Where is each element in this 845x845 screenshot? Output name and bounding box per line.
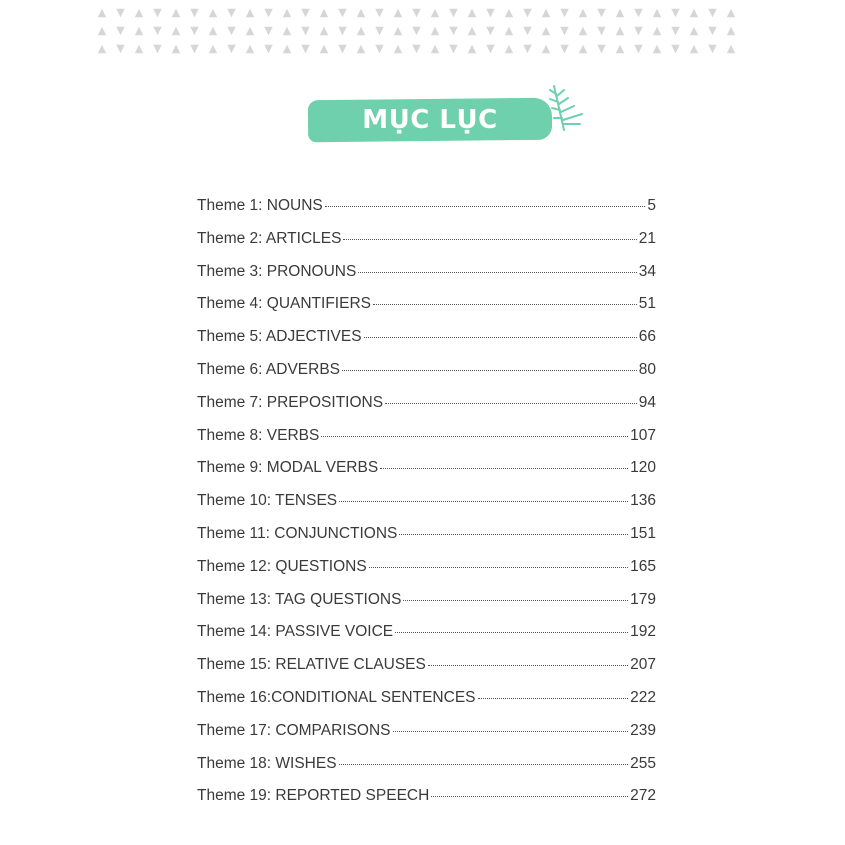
toc-entry[interactable] <box>197 459 656 492</box>
toc-entry-page: 34 <box>638 262 656 280</box>
toc-entry-page: 136 <box>630 492 656 510</box>
triangle-shape <box>671 45 679 53</box>
dot-leader <box>339 501 628 502</box>
table-of-contents <box>197 197 656 820</box>
toc-entry-title: Theme 7: PREPOSITIONS <box>197 393 384 411</box>
toc-entry-page: 165 <box>630 557 656 575</box>
triangle-shape <box>449 27 457 35</box>
triangle-shape <box>727 45 735 53</box>
triangle-shape <box>357 27 365 35</box>
toc-entry-page: 179 <box>630 590 656 608</box>
triangle-shape <box>431 9 439 17</box>
triangle-shape <box>394 9 402 17</box>
triangle-shape <box>579 45 587 53</box>
toc-entry-page: 192 <box>630 623 656 641</box>
triangle-shape <box>209 45 217 53</box>
triangle-shape <box>560 27 568 35</box>
triangle-shape <box>116 9 124 17</box>
toc-entry[interactable] <box>197 525 656 558</box>
dot-leader <box>321 436 628 437</box>
triangle-shape <box>135 45 143 53</box>
triangle-shape <box>523 45 531 53</box>
triangle-shape <box>190 45 198 53</box>
triangle-shape <box>634 27 642 35</box>
triangle-shape <box>301 45 309 53</box>
triangle-shape <box>246 45 254 53</box>
triangle-shape <box>671 9 679 17</box>
triangle-shape <box>597 27 605 35</box>
toc-entry[interactable] <box>197 787 656 820</box>
dot-leader <box>325 206 646 207</box>
toc-entry-page: 272 <box>630 787 656 805</box>
toc-entry-page: 80 <box>638 360 656 378</box>
toc-entry[interactable] <box>197 689 656 722</box>
toc-entry-title: Theme 15: RELATIVE CLAUSES <box>197 656 426 674</box>
triangle-shape <box>375 9 383 17</box>
triangle-shape <box>542 27 550 35</box>
triangle-shape <box>468 9 476 17</box>
triangle-shape <box>671 27 679 35</box>
toc-entry-page: 239 <box>630 721 656 739</box>
dot-leader <box>393 731 629 732</box>
triangle-shape <box>727 27 735 35</box>
triangle-shape <box>412 45 420 53</box>
toc-entry-page: 151 <box>630 524 656 542</box>
toc-entry[interactable] <box>197 263 656 296</box>
triangle-shape <box>690 27 698 35</box>
title-banner <box>306 84 586 146</box>
triangle-shape <box>579 9 587 17</box>
triangle-shape <box>320 27 328 35</box>
triangle-shape <box>394 45 402 53</box>
triangle-shape <box>486 45 494 53</box>
triangle-shape <box>431 45 439 53</box>
triangle-shape <box>264 45 272 53</box>
toc-entry-page: 207 <box>630 656 656 674</box>
dot-leader <box>385 403 637 404</box>
toc-entry[interactable] <box>197 394 656 427</box>
triangle-shape <box>505 45 513 53</box>
triangle-shape <box>708 27 716 35</box>
triangle-shape <box>153 27 161 35</box>
triangle-shape <box>653 45 661 53</box>
toc-entry[interactable] <box>197 656 656 689</box>
triangle-shape <box>542 45 550 53</box>
toc-entry-page: 255 <box>630 754 656 772</box>
toc-entry-title: Theme 8: VERBS <box>197 426 320 444</box>
triangle-shape <box>283 27 291 35</box>
triangle-shape <box>708 45 716 53</box>
toc-entry-page: 5 <box>647 197 656 214</box>
triangle-shape <box>116 27 124 35</box>
triangle-shape <box>653 27 661 35</box>
triangle-shape <box>301 9 309 17</box>
triangle-shape <box>690 45 698 53</box>
toc-entry-title: Theme 17: COMPARISONS <box>197 721 391 739</box>
dot-leader <box>478 698 629 699</box>
dot-leader <box>369 567 628 568</box>
triangle-shape <box>320 9 328 17</box>
triangle-shape <box>338 45 346 53</box>
toc-entry[interactable] <box>197 427 656 460</box>
dot-leader <box>364 337 637 338</box>
triangle-shape <box>135 27 143 35</box>
dot-leader <box>380 468 628 469</box>
dot-leader <box>343 239 636 240</box>
triangle-shape <box>505 9 513 17</box>
triangle-shape <box>190 9 198 17</box>
toc-entry[interactable] <box>197 623 656 656</box>
triangle-shape <box>264 9 272 17</box>
triangle-shape <box>209 27 217 35</box>
triangle-shape <box>338 27 346 35</box>
triangle-shape <box>98 45 106 53</box>
triangle-shape <box>523 9 531 17</box>
toc-entry-title: Theme 1: NOUNS <box>197 197 323 214</box>
triangle-shape <box>468 45 476 53</box>
triangle-shape <box>727 9 735 17</box>
dot-leader <box>342 370 637 371</box>
toc-entry[interactable] <box>197 492 656 525</box>
toc-entry-title: Theme 2: ARTICLES <box>197 229 342 247</box>
triangle-shape <box>523 27 531 35</box>
toc-entry-title: Theme 4: QUANTIFIERS <box>197 295 371 313</box>
toc-entry-page: 107 <box>630 426 656 444</box>
triangle-shape <box>227 27 235 35</box>
triangle-shape <box>560 45 568 53</box>
dot-leader <box>431 796 628 797</box>
triangle-shape <box>597 45 605 53</box>
toc-entry-title: Theme 6: ADVERBS <box>197 360 341 378</box>
dot-leader <box>395 632 628 633</box>
toc-entry[interactable] <box>197 755 656 788</box>
triangle-shape <box>653 9 661 17</box>
triangle-shape <box>616 45 624 53</box>
toc-entry[interactable] <box>197 328 656 361</box>
toc-entry-title: Theme 18: WISHES <box>197 754 337 772</box>
leaf-sprig-icon <box>544 84 588 134</box>
dot-leader <box>428 665 628 666</box>
triangle-shape <box>616 27 624 35</box>
toc-entry-title: Theme 10: TENSES <box>197 492 338 510</box>
page-title: MỤC LỤC <box>362 105 498 135</box>
triangle-shape <box>375 27 383 35</box>
triangle-shape <box>246 27 254 35</box>
toc-entry[interactable] <box>197 230 656 263</box>
triangle-shape <box>320 45 328 53</box>
triangle-shape <box>579 27 587 35</box>
triangle-shape <box>172 45 180 53</box>
toc-entry[interactable] <box>197 558 656 591</box>
triangle-shape <box>357 9 365 17</box>
triangle-shape <box>209 9 217 17</box>
dot-leader <box>399 534 628 535</box>
toc-entry-page: 120 <box>630 459 656 477</box>
triangle-shape <box>412 9 420 17</box>
triangle-pattern <box>96 4 746 54</box>
toc-entry-title: Theme 13: TAG QUESTIONS <box>197 590 402 608</box>
dot-leader <box>373 304 637 305</box>
toc-entry-page: 222 <box>630 688 656 706</box>
triangle-shape <box>264 27 272 35</box>
triangle-shape <box>690 9 698 17</box>
triangle-shape <box>486 9 494 17</box>
triangle-shape <box>246 9 254 17</box>
triangle-shape <box>431 27 439 35</box>
toc-entry[interactable] <box>197 295 656 328</box>
triangle-shape <box>338 9 346 17</box>
triangle-shape <box>301 27 309 35</box>
toc-entry-title: Theme 16:CONDITIONAL SENTENCES <box>197 688 476 706</box>
triangle-shape <box>283 45 291 53</box>
triangle-shape <box>135 9 143 17</box>
toc-entry[interactable] <box>197 361 656 394</box>
triangle-shape <box>486 27 494 35</box>
triangle-shape <box>227 45 235 53</box>
toc-entry-page: 94 <box>638 393 656 411</box>
toc-entry-title: Theme 11: CONJUNCTIONS <box>197 524 398 542</box>
triangle-shape <box>98 9 106 17</box>
triangle-shape <box>172 9 180 17</box>
triangle-shape <box>597 9 605 17</box>
triangle-shape <box>153 45 161 53</box>
triangle-shape <box>468 27 476 35</box>
triangle-shape <box>505 27 513 35</box>
toc-entry[interactable] <box>197 591 656 624</box>
triangle-shape <box>616 9 624 17</box>
toc-entry-title: Theme 5: ADJECTIVES <box>197 328 362 346</box>
triangle-shape <box>449 9 457 17</box>
triangle-shape <box>116 45 124 53</box>
triangle-shape <box>153 9 161 17</box>
triangle-shape <box>412 27 420 35</box>
triangle-shape <box>375 45 383 53</box>
toc-entry[interactable] <box>197 722 656 755</box>
toc-entry-title: Theme 3: PRONOUNS <box>197 262 357 280</box>
triangle-shape <box>560 9 568 17</box>
triangle-shape <box>227 9 235 17</box>
toc-entry-page: 51 <box>638 295 656 313</box>
toc-entry-title: Theme 9: MODAL VERBS <box>197 459 379 477</box>
triangle-shape <box>98 27 106 35</box>
triangle-shape <box>634 45 642 53</box>
toc-entry[interactable] <box>197 197 656 230</box>
triangle-shape <box>357 45 365 53</box>
triangle-shape <box>172 27 180 35</box>
dot-leader <box>358 272 636 273</box>
triangle-shape <box>708 9 716 17</box>
triangle-shape <box>542 9 550 17</box>
triangle-shape <box>634 9 642 17</box>
toc-entry-title: Theme 14: PASSIVE VOICE <box>197 623 394 641</box>
toc-entry-page: 66 <box>638 328 656 346</box>
toc-entry-page: 21 <box>638 229 656 247</box>
triangle-shape <box>190 27 198 35</box>
triangle-shape <box>394 27 402 35</box>
toc-entry-title: Theme 19: REPORTED SPEECH <box>197 787 430 805</box>
triangle-shape <box>283 9 291 17</box>
dot-leader <box>403 600 628 601</box>
toc-entry-title: Theme 12: QUESTIONS <box>197 557 367 575</box>
dot-leader <box>339 764 629 765</box>
triangle-shape <box>449 45 457 53</box>
